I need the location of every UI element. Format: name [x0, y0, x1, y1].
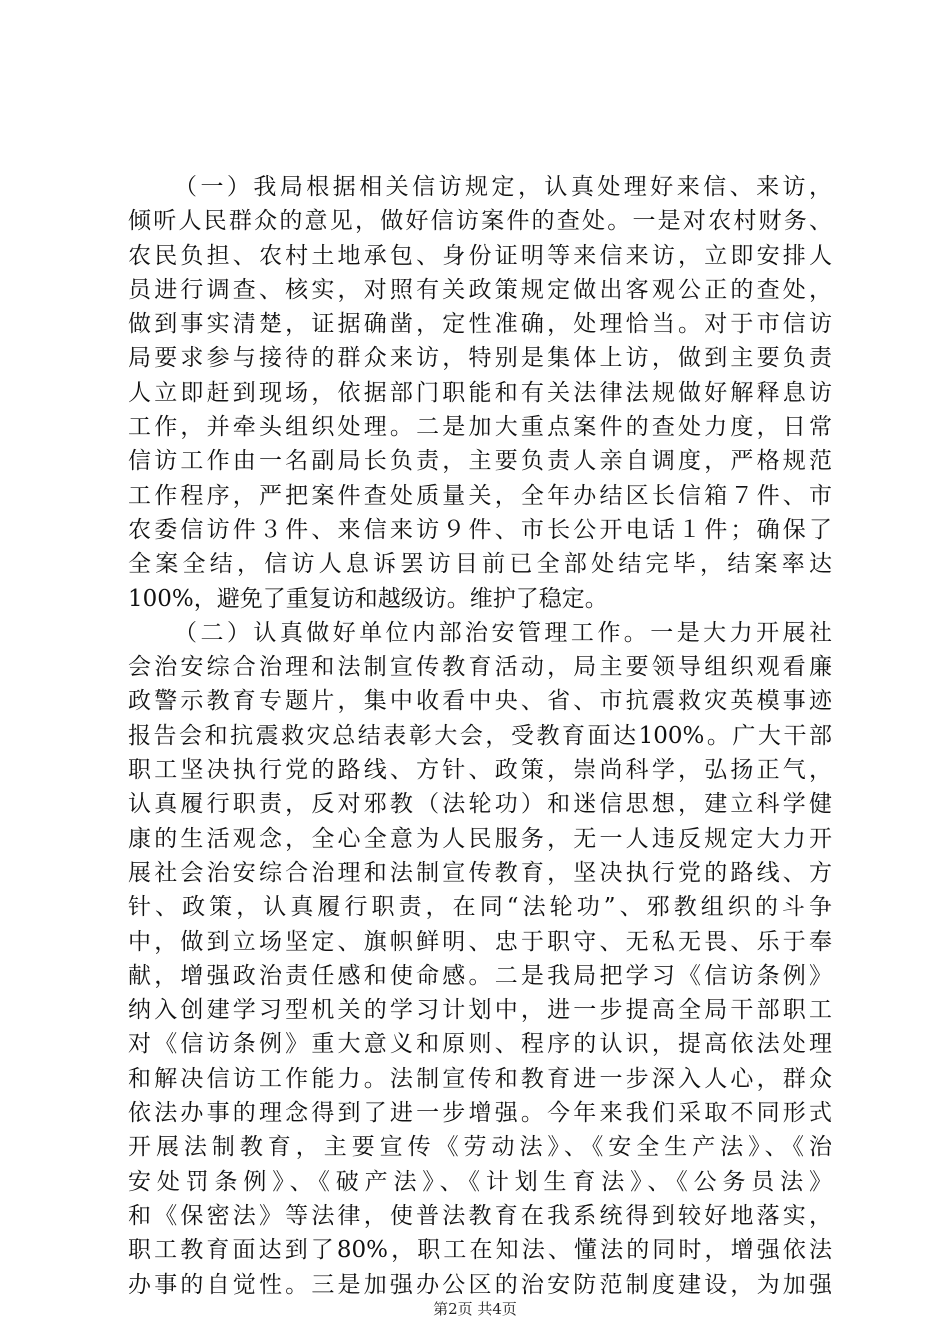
paragraph-line: 人立即赶到现场，依据部门职能和有关法律法规做好解释息访: [128, 379, 832, 406]
paragraph-line: 开展法制教育，主要宣传《劳动法》、《安全生产法》、《治: [128, 1134, 832, 1161]
paragraph-line: 针、政策，认真履行职责，在同“法轮功”、邪教组织的斗争: [128, 894, 832, 921]
paragraph-line: 100%，避免了重复访和越级访。维护了稳定。: [128, 585, 608, 612]
paragraph-line: （二）认真做好单位内部治安管理工作。一是大力开展社: [174, 619, 832, 646]
paragraph-line: 农民负担、农村土地承包、身份证明等来信来访，立即安排人: [128, 242, 832, 269]
paragraph-line: 全案全结，信访人息诉罢访目前已全部处结完毕，结案率达: [128, 551, 832, 578]
paragraph-line: 安处罚条例》、《破产法》、《计划生育法》、《公务员法》: [128, 1168, 832, 1195]
paragraph-line: 工作，并牵头组织处理。二是加大重点案件的查处力度，日常: [128, 414, 832, 441]
paragraph-line: 工作程序，严把案件查处质量关，全年办结区长信箱７件、市: [128, 482, 832, 509]
paragraph-line: 信访工作由一名副局长负责，主要负责人亲自调度，严格规范: [128, 448, 832, 475]
paragraph-line: 纳入创建学习型机关的学习计划中，进一步提高全局干部职工: [128, 997, 832, 1024]
paragraph-line: 依法办事的理念得到了进一步增强。今年来我们采取不同形式: [128, 1100, 832, 1127]
paragraph-line: 员进行调查、核实，对照有关政策规定做出客观公正的查处，: [128, 276, 832, 303]
paragraph-line: 对《信访条例》重大意义和原则、程序的认识，提高依法处理: [128, 1031, 832, 1058]
paragraph-line: 办事的自觉性。三是加强办公区的治安防范制度建设，为加强: [128, 1271, 832, 1298]
paragraph-line: 农委信访件３件、来信来访９件、市长公开电话１件；确保了: [128, 516, 832, 543]
paragraph-line: 会治安综合治理和法制宣传教育活动，局主要领导组织观看廉: [128, 654, 832, 681]
document-body: [128, 170, 832, 1302]
paragraph-line: 倾听人民群众的意见，做好信访案件的查处。一是对农村财务、: [128, 208, 832, 235]
page-number-footer: 第2页 共4页: [433, 1300, 517, 1318]
paragraph-line: 报告会和抗震救灾总结表彰大会，受教育面达100%。广大干部: [128, 722, 832, 749]
paragraph-line: 认真履行职责，反对邪教（法轮功）和迷信思想，建立科学健: [128, 791, 832, 818]
paragraph-line: 政警示教育专题片，集中收看中央、省、市抗震救灾英模事迹: [128, 688, 832, 715]
paragraph-line: 中，做到立场坚定、旗帜鲜明、忠于职守、无私无畏、乐于奉: [128, 928, 832, 955]
paragraph-line: 展社会治安综合治理和法制宣传教育，坚决执行党的路线、方: [128, 859, 832, 886]
paragraph-line: 做到事实清楚，证据确凿，定性准确，处理恰当。对于市信访: [128, 311, 832, 338]
paragraph-line: 职工坚决执行党的路线、方针、政策，崇尚科学，弘扬正气，: [128, 757, 832, 784]
paragraph-line: 局要求参与接待的群众来访，特别是集体上访，做到主要负责: [128, 345, 832, 372]
paragraph-line: 和解决信访工作能力。法制宣传和教育进一步深入人心，群众: [128, 1065, 832, 1092]
paragraph-line: 和《保密法》等法律，使普法教育在我系统得到较好地落实，: [128, 1202, 832, 1229]
paragraph-line: （一）我局根据相关信访规定，认真处理好来信、来访，: [174, 174, 832, 200]
paragraph-line: 职工教育面达到了80%，职工在知法、懂法的同时，增强依法: [128, 1237, 832, 1264]
paragraph-line: 康的生活观念，全心全意为人民服务，无一人违反规定大力开: [128, 825, 832, 852]
paragraph-line: 献，增强政治责任感和使命感。二是我局把学习《信访条例》: [128, 962, 832, 989]
